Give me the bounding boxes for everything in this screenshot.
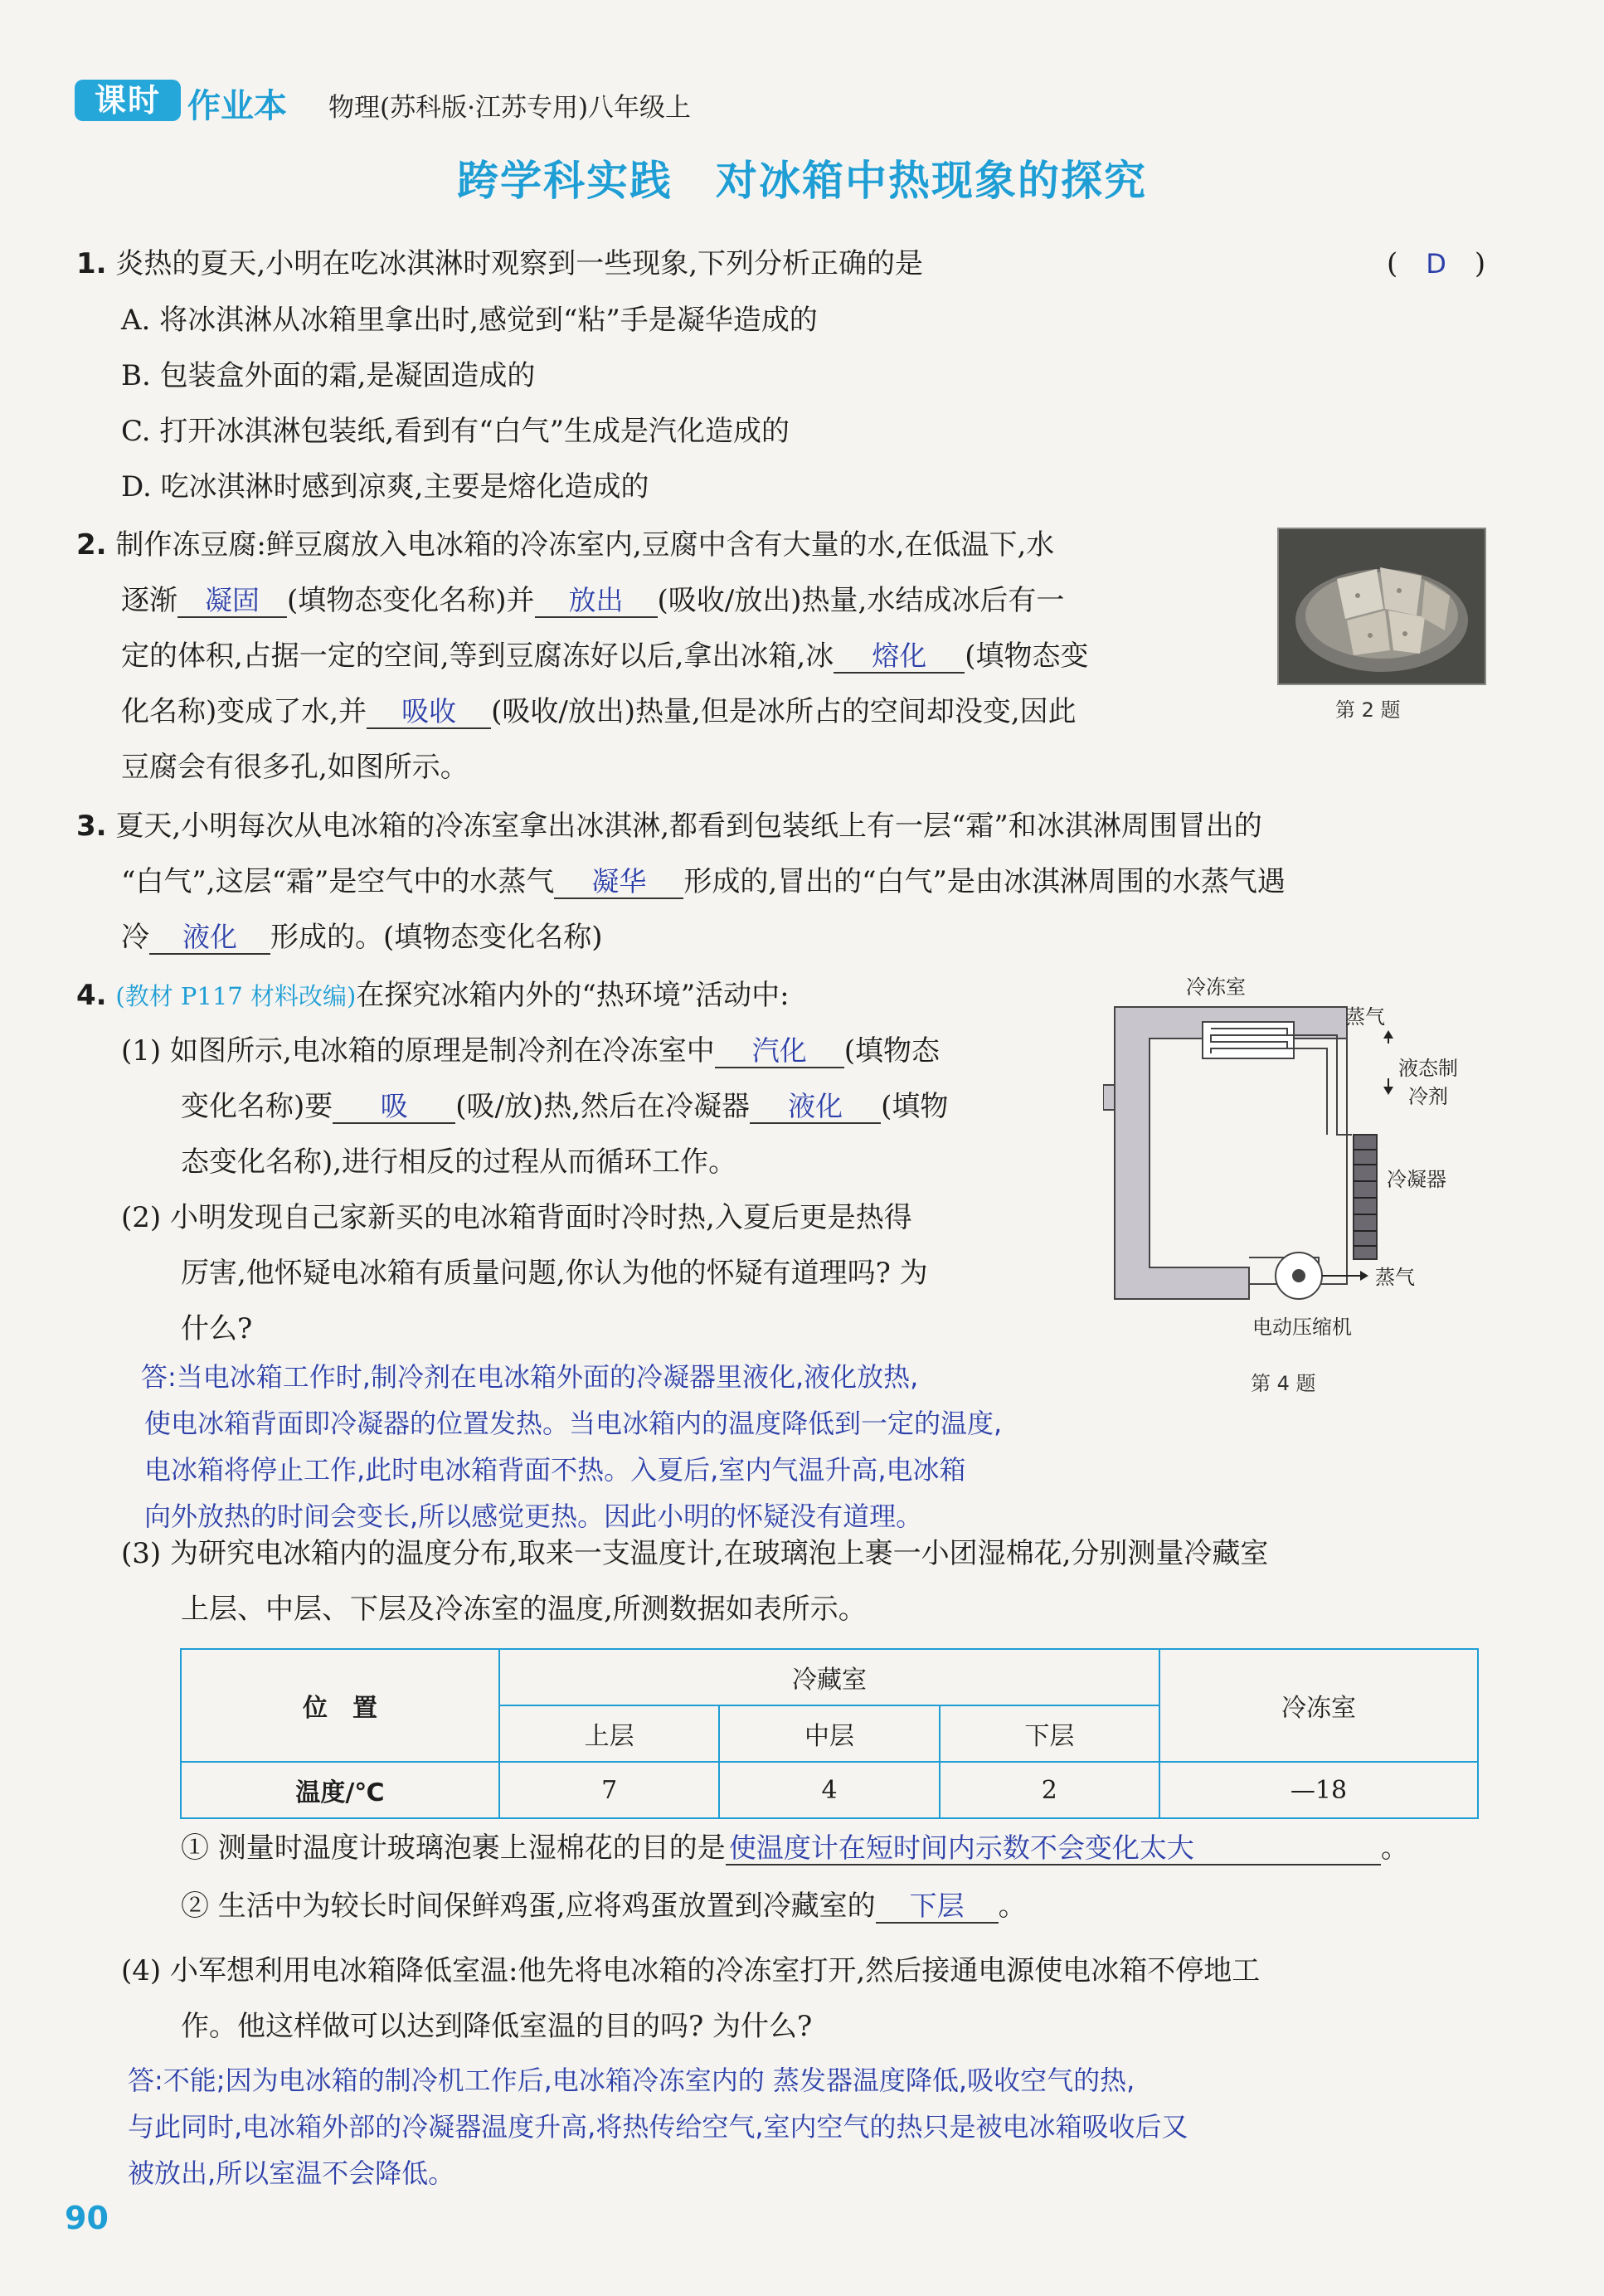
q4-answer4-line1: 答:不能;因为电冰箱的制冷机工作后,电冰箱冷冻室内的 蒸发器温度降低,吸收空气的热, xyxy=(128,2065,1135,2096)
q4-part3-line2: 上层、中层、下层及冷冻室的温度,所测数据如表所示。 xyxy=(181,1593,867,1626)
label-liquid-refrigerant-2: 冷剂 xyxy=(1408,1085,1448,1108)
q4-part1-line2: 变化名称)要 吸 (吸/放)热,然后在冷凝器 液化 (填物 xyxy=(181,1090,949,1123)
q2-blank-4[interactable]: 吸收 xyxy=(367,696,491,729)
q1-option-a: A. 将冰淇淋从冰箱里拿出时,感觉到“粘”手是凝华造成的 xyxy=(121,304,818,337)
q4-answer2-line2: 使电冰箱背面即冷凝器的位置发热。当电冰箱内的温度降低到一定的温度, xyxy=(144,1408,1003,1439)
table-header-middle: 中层 xyxy=(719,1705,939,1762)
label-steam-bottom: 蒸气 xyxy=(1375,1266,1415,1289)
label-compressor: 电动压缩机 xyxy=(1252,1316,1352,1339)
q1-option-b: B. 包装盒外面的霜,是凝固造成的 xyxy=(121,359,536,392)
q1-answer: D xyxy=(1426,248,1446,280)
label-condenser: 冷凝器 xyxy=(1387,1168,1446,1191)
table-cell-middle: 4 xyxy=(719,1762,939,1818)
q2-line4: 化名称)变成了水,并 吸收 (吸收/放出)热量,但是冰所占的空间却没变,因此 xyxy=(121,695,1077,728)
q2-line5: 豆腐会有很多孔,如图所示。 xyxy=(121,751,469,784)
q1-option-d: D. 吃冰淇淋时感到凉爽,主要是熔化造成的 xyxy=(121,470,649,503)
q4-part3-line1: (3) 为研究电冰箱内的温度分布,取来一支温度计,在玻璃泡上裹一小团湿棉花,分别测量冷藏室 xyxy=(121,1537,1269,1570)
q4-part2-line3: 什么? xyxy=(181,1312,253,1345)
q2-line3: 定的体积,占据一定的空间,等到豆腐冻好以后,拿出冰箱,冰 熔化 (填物态变 xyxy=(121,640,1089,673)
page-number: 90 xyxy=(65,2200,109,2236)
q3-blank-2[interactable]: 液化 xyxy=(149,922,270,955)
q4-part1-line1: (1) 如图所示,电冰箱的原理是制冷剂在冷冻室中 汽化 (填物态 xyxy=(121,1034,941,1068)
q3-line3: 冷 液化 形成的。(填物态变化名称) xyxy=(121,921,603,954)
q4-part4-line1: (4) 小军想利用电冰箱降低室温:他先将电冰箱的冷冻室打开,然后接通电源使电冰箱不停地工 xyxy=(121,1954,1261,1987)
book-title: 作业本 xyxy=(187,87,287,125)
q4-blank-3[interactable]: 液化 xyxy=(750,1091,881,1124)
q4-part2-line1: (2) 小明发现自己家新买的电冰箱背面时冷时热,入夏后更是热得 xyxy=(121,1201,912,1234)
q4-sub1: ① 测量时温度计玻璃泡裹上湿棉花的目的是 使温度计在短时间内示数不会变化太大 。 xyxy=(181,1831,1409,1865)
q4-sub2-blank[interactable]: 下层 xyxy=(876,1890,999,1924)
frozen-tofu-photo xyxy=(1277,528,1486,685)
q2-blank-1[interactable]: 凝固 xyxy=(177,585,287,618)
q3-blank-1[interactable]: 凝华 xyxy=(554,866,683,899)
q4-source: (教材 P117 材料改编) xyxy=(115,982,357,1010)
table-header-position: 位 置 xyxy=(181,1649,499,1762)
label-liquid-refrigerant-1: 液态制 xyxy=(1398,1057,1458,1080)
table-header-lower: 下层 xyxy=(940,1705,1159,1762)
q4-answer4-line3: 被放出,所以室温不会降低。 xyxy=(128,2157,455,2189)
q4-answer2-line4: 向外放热的时间会变长,所以感觉更热。因此小明的怀疑没有道理。 xyxy=(144,1501,923,1532)
q1-stem: 1. 炎热的夏天,小明在吃冰淇淋时观察到一些现象,下列分析正确的是 xyxy=(76,247,924,280)
q4-sub1-blank[interactable]: 使温度计在短时间内示数不会变化太大 xyxy=(726,1832,1381,1866)
q4-part4-line2: 作。他这样做可以达到降低室温的目的吗? 为什么? xyxy=(181,2010,813,2043)
table-cell-freezer: —18 xyxy=(1159,1762,1478,1818)
label-steam-top: 蒸气 xyxy=(1345,1005,1385,1029)
q2-caption: 第 2 题 xyxy=(1335,698,1401,722)
q4-blank-2[interactable]: 吸 xyxy=(333,1091,455,1124)
table-cell-lower: 2 xyxy=(940,1762,1159,1818)
table-header-freezer: 冷冻室 xyxy=(1159,1649,1478,1762)
publisher-logo: 课时 xyxy=(75,80,181,121)
table-header-upper: 上层 xyxy=(499,1705,719,1762)
table-cell-upper: 7 xyxy=(499,1762,719,1818)
q1-answer-bracket: ( D ) xyxy=(1387,247,1486,280)
temperature-table xyxy=(180,1648,1479,1819)
table-row-temp-label: 温度/℃ xyxy=(181,1762,499,1818)
q3-line1: 3. 夏天,小明每次从电冰箱的冷冻室拿出冰淇淋,都看到包装纸上有一层“霜”和冰淇淋周围冒出的 xyxy=(76,810,1262,843)
q2-blank-2[interactable]: 放出 xyxy=(535,585,658,618)
q2-blank-3[interactable]: 熔化 xyxy=(834,640,965,674)
q4-stem: 4. (教材 P117 材料改编)在探究冰箱内外的“热环境”活动中: xyxy=(76,979,790,1012)
q4-blank-1[interactable]: 汽化 xyxy=(715,1035,844,1068)
q4-part2-line2: 厉害,他怀疑电冰箱有质量问题,你认为他的怀疑有道理吗? 为 xyxy=(181,1257,928,1290)
subject-label: 物理(苏科版·江苏专用)八年级上 xyxy=(328,93,692,123)
refrigerator-diagram xyxy=(1103,969,1485,1367)
q4-caption: 第 4 题 xyxy=(1251,1372,1316,1395)
q2-line1: 2. 制作冻豆腐:鲜豆腐放入电冰箱的冷冻室内,豆腐中含有大量的水,在低温下,水 xyxy=(76,528,1055,562)
q1-option-c: C. 打开冰淇淋包装纸,看到有“白气”生成是汽化造成的 xyxy=(121,415,790,448)
table-header-fridge: 冷藏室 xyxy=(499,1649,1159,1705)
q4-part1-line3: 态变化名称),进行相反的过程从而循环工作。 xyxy=(181,1146,737,1179)
page-title: 跨学科实践 对冰箱中热现象的探究 xyxy=(457,157,1147,205)
q4-answer2-line1: 答:当电冰箱工作时,制冷剂在电冰箱外面的冷凝器里液化,液化放热, xyxy=(141,1361,919,1393)
label-freezer: 冷冻室 xyxy=(1186,975,1246,999)
q4-answer4-line2: 与此同时,电冰箱外部的冷凝器温度升高,将热传给空气,室内空气的热只是被电冰箱吸收后又 xyxy=(128,2111,1188,2143)
q4-sub2: ② 生活中为较长时间保鲜鸡蛋,应将鸡蛋放置到冷藏室的 下层 。 xyxy=(181,1890,1027,1923)
q3-line2: “白气”,这层“霜”是空气中的水蒸气 凝华 形成的,冒出的“白气”是由冰淇淋周围的水蒸气遇 xyxy=(121,865,1286,898)
q2-line2: 逐渐 凝固 (填物态变化名称)并 放出 (吸收/放出)热量,水结成冰后有一 xyxy=(121,584,1065,617)
q4-answer2-line3: 电冰箱将停止工作,此时电冰箱背面不热。入夏后,室内气温升高,电冰箱 xyxy=(144,1454,966,1486)
